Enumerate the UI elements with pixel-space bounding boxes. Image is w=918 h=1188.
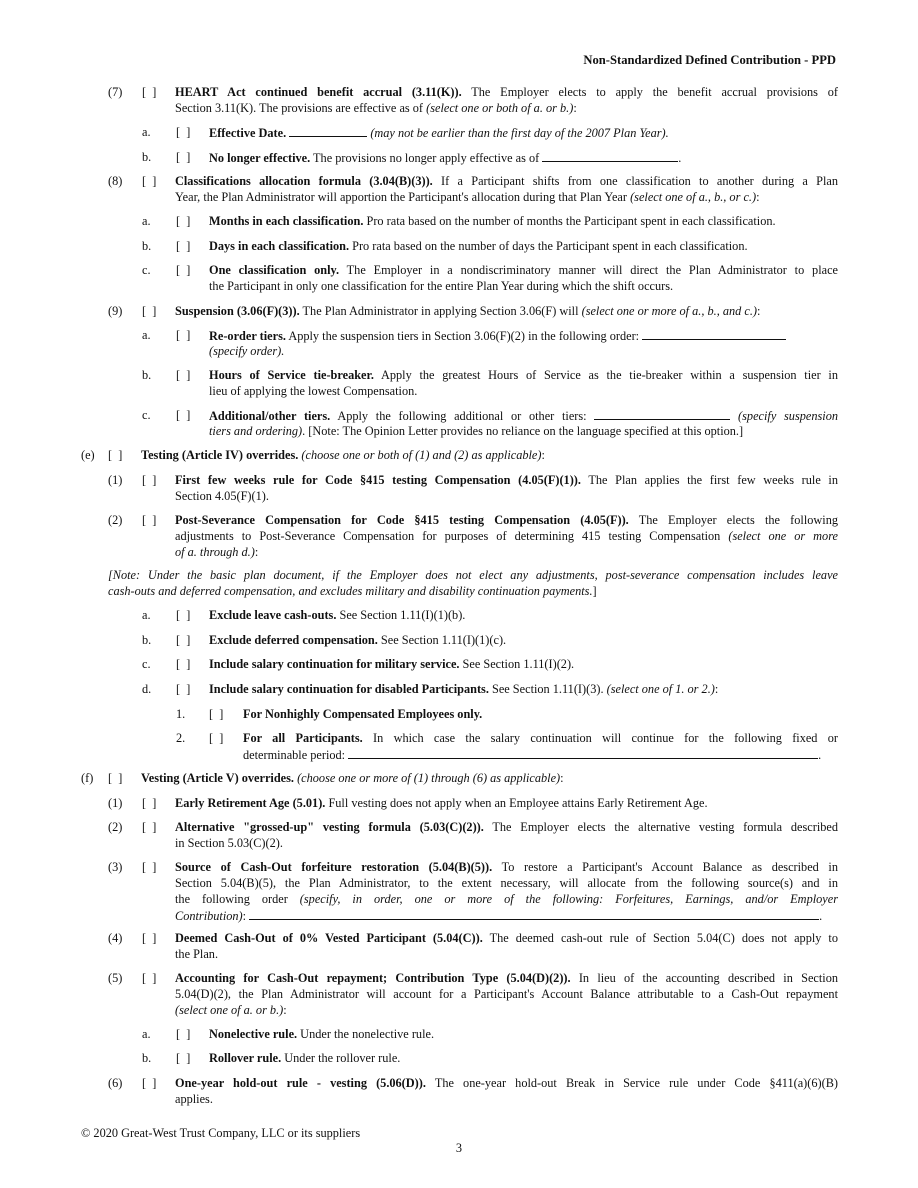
checkbox[interactable]: [ ] bbox=[176, 328, 191, 342]
checkbox[interactable]: [ ] bbox=[176, 125, 191, 139]
additional-tiers-field[interactable] bbox=[594, 408, 730, 420]
checkbox[interactable]: [ ] bbox=[142, 796, 157, 810]
period-field[interactable] bbox=[348, 747, 818, 759]
copyright: © 2020 Great-West Trust Company, LLC or its suppliers bbox=[81, 1126, 361, 1140]
item-title: HEART Act continued benefit accrual (3.11(K)). bbox=[175, 85, 462, 99]
checkbox[interactable]: [ ] bbox=[142, 174, 157, 188]
checkbox[interactable]: [ ] bbox=[176, 1027, 191, 1041]
no-longer-effective-field[interactable] bbox=[542, 150, 678, 162]
checkbox[interactable]: [ ] bbox=[108, 771, 123, 785]
checkbox[interactable]: [ ] bbox=[209, 731, 224, 745]
checkbox[interactable]: [ ] bbox=[142, 820, 157, 834]
checkbox[interactable]: [ ] bbox=[142, 473, 157, 487]
checkbox[interactable]: [ ] bbox=[176, 657, 191, 671]
checkbox[interactable]: [ ] bbox=[142, 513, 157, 527]
checkbox[interactable]: [ ] bbox=[176, 239, 191, 253]
checkbox[interactable]: [ ] bbox=[176, 408, 191, 422]
checkbox[interactable]: [ ] bbox=[176, 150, 191, 164]
checkbox[interactable]: [ ] bbox=[209, 707, 224, 721]
page-number: 3 bbox=[455, 1141, 463, 1155]
checkbox[interactable]: [ ] bbox=[176, 682, 191, 696]
note-block: [Note: Under the basic plan document, if the Employer does not elect any adjustments, post-severance compensation includes leave cash-outs and deferred compensation, and excludes military and disability continuation payments.] bbox=[108, 568, 838, 598]
effective-date-field[interactable] bbox=[289, 125, 367, 137]
checkbox[interactable]: [ ] bbox=[176, 263, 191, 277]
checkbox[interactable]: [ ] bbox=[108, 448, 123, 462]
page-header: Non-Standardized Defined Contribution - PPD bbox=[583, 53, 836, 67]
checkbox[interactable]: [ ] bbox=[176, 368, 191, 382]
item-d7: (7) [ ] HEART Act continued benefit accrual (3.11(K)). The Employer elects to apply the benefit accrual provisions of Section 3.11(K). The provisions are effective as of (select one or both of a. or b.): bbox=[108, 85, 838, 115]
restoration-source-field[interactable] bbox=[249, 908, 819, 920]
tier-order-field[interactable] bbox=[642, 328, 786, 340]
checkbox[interactable]: [ ] bbox=[142, 931, 157, 945]
checkbox[interactable]: [ ] bbox=[176, 214, 191, 228]
checkbox[interactable]: [ ] bbox=[176, 608, 191, 622]
checkbox[interactable]: [ ] bbox=[142, 85, 157, 99]
checkbox[interactable]: [ ] bbox=[176, 633, 191, 647]
checkbox[interactable]: [ ] bbox=[142, 971, 157, 985]
item-label: (7) bbox=[108, 85, 123, 99]
checkbox[interactable]: [ ] bbox=[142, 1076, 157, 1090]
checkbox[interactable]: [ ] bbox=[142, 304, 157, 318]
checkbox[interactable]: [ ] bbox=[142, 860, 157, 874]
checkbox[interactable]: [ ] bbox=[176, 1051, 191, 1065]
